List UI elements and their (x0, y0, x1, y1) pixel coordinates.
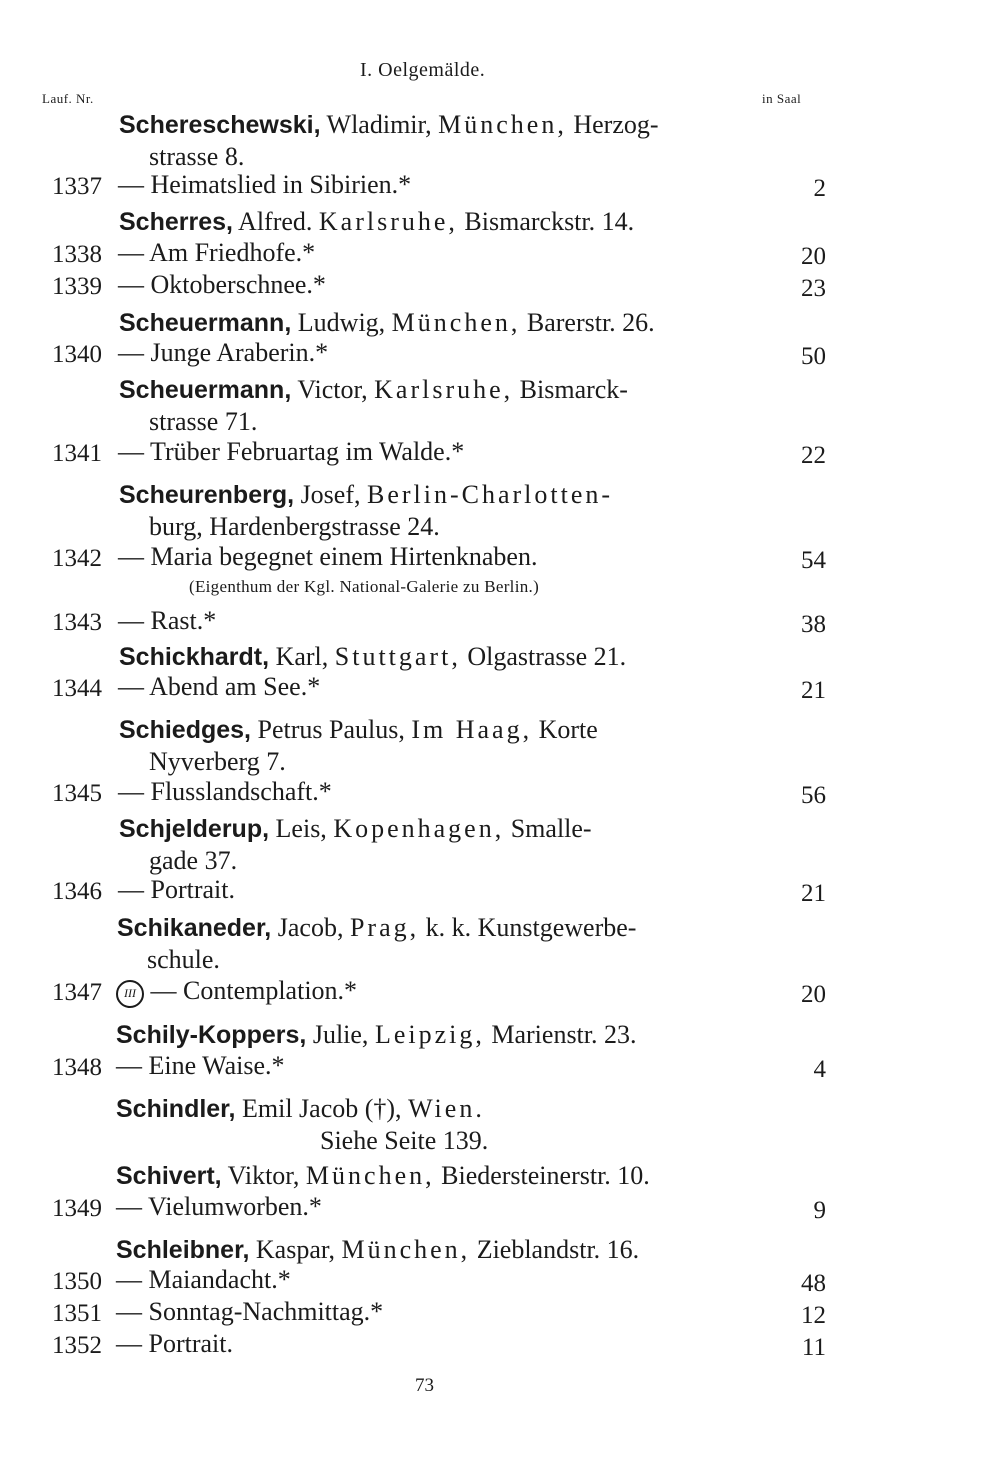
saal-number: 12 (801, 1302, 826, 1329)
artist-city: München, (391, 308, 521, 337)
artist-city: Stuttgart, (334, 642, 461, 671)
section-title: I. Oelgemälde. (360, 59, 486, 81)
artist-address: k. k. Kunstgewerbe- (425, 913, 637, 942)
artist-first-name: Karl, (275, 642, 329, 671)
ditto-dash: — (116, 1192, 142, 1221)
ownership-note: (Eigenthum der Kgl. National-Galerie zu Berlin.) (189, 577, 540, 596)
artist-city: Leipzig, (374, 1020, 485, 1049)
artist-first-name: Alfred. (238, 207, 313, 236)
artist-name: Scherres, (119, 208, 233, 236)
work-line (118, 674, 320, 700)
saal-number: 48 (801, 1270, 826, 1297)
artist-city: Berlin-Charlotten- (367, 480, 614, 509)
work-title: Oktoberschnee.* (150, 270, 326, 299)
artist-city: Im Haag, (411, 715, 533, 744)
work-line (116, 1299, 383, 1325)
artist-address: Barerstr. 26. (526, 308, 655, 337)
lauf-nr: 1343 (52, 609, 102, 636)
lauf-nr: 1342 (52, 545, 102, 572)
artist-first-name: Emil Jacob (†), (241, 1094, 402, 1123)
lauf-nr: 1339 (52, 273, 102, 300)
artist-line (119, 310, 655, 336)
ditto-dash: — (118, 170, 144, 199)
artist-name: Scheuermann, (119, 376, 292, 404)
saal-number: 56 (801, 782, 826, 809)
saal-number: 20 (801, 243, 826, 270)
artist-name: Scheuermann, (119, 309, 292, 337)
ditto-dash: — (118, 238, 144, 267)
artist-line (116, 1237, 639, 1263)
artist-address: Bismarckstr. 14. (464, 207, 635, 236)
artist-address: Herzog- (573, 110, 659, 139)
artist-city: Karlsruhe, (374, 375, 514, 404)
ditto-dash: — (116, 1297, 142, 1326)
work-title: Heimatslied in Sibirien.* (150, 170, 412, 199)
work-line (118, 439, 464, 465)
cross-reference: Siehe Seite 139. (320, 1126, 489, 1155)
artist-name: Schereschewski, (119, 111, 321, 139)
work-title: Trüber Februartag im Walde.* (150, 437, 465, 466)
artist-first-name: Julie, (312, 1020, 369, 1049)
artist-address-continuation: Nyverberg 7. (149, 747, 286, 776)
work-title: Eine Waise.* (148, 1051, 285, 1080)
artist-address: Olgastrasse 21. (467, 642, 627, 671)
lauf-nr: 1348 (52, 1054, 102, 1081)
artist-address: Zieblandstr. 16. (476, 1235, 640, 1264)
artist-first-name: Leis, (275, 814, 327, 843)
lauf-nr: 1347 (52, 979, 102, 1006)
work-title: Am Friedhofe.* (149, 238, 316, 267)
column-header-in-saal: in Saal (762, 91, 802, 106)
ditto-dash: — (150, 976, 177, 1005)
work-line (116, 978, 357, 1008)
artist-name: Schjelderup, (119, 815, 270, 843)
artist-city: Karlsruhe, (318, 207, 458, 236)
work-title: Maria begegnet einem Hirtenknaben. (150, 542, 538, 571)
work-title: Abend am See.* (149, 672, 321, 701)
artist-line (119, 816, 592, 842)
artist-first-name: Jacob, (277, 913, 344, 942)
saal-number: 21 (801, 677, 826, 704)
page-number: 73 (415, 1375, 434, 1396)
artist-line (116, 1022, 637, 1048)
artist-city: München, (341, 1235, 471, 1264)
medal-icon: III (116, 980, 144, 1008)
lauf-nr: 1352 (52, 1332, 102, 1359)
artist-first-name: Josef, (300, 480, 361, 509)
artist-line (116, 1163, 650, 1189)
artist-line (117, 915, 636, 941)
artist-name: Schleibner, (116, 1236, 250, 1264)
work-title: Junge Araberin.* (150, 338, 329, 367)
work-title: Rast.* (150, 606, 217, 635)
artist-address-continuation: strasse 8. (149, 142, 245, 171)
ditto-dash: — (118, 672, 144, 701)
artist-address-continuation: strasse 71. (149, 407, 258, 436)
lauf-nr: 1337 (52, 173, 102, 200)
artist-name: Scheurenberg, (119, 481, 295, 509)
work-title: Portrait. (148, 1329, 233, 1358)
work-title: Portrait. (150, 875, 235, 904)
lauf-nr: 1349 (52, 1195, 102, 1222)
artist-line (119, 482, 613, 508)
ditto-dash: — (116, 1329, 142, 1358)
work-title: Sonntag-Nachmittag.* (148, 1297, 384, 1326)
ditto-dash: — (118, 542, 144, 571)
saal-number: 38 (801, 611, 826, 638)
saal-number: 2 (813, 175, 826, 202)
artist-city: München, (305, 1161, 435, 1190)
work-line (118, 544, 537, 570)
lauf-nr: 1351 (52, 1300, 102, 1327)
lauf-nr: 1350 (52, 1268, 102, 1295)
work-line (118, 172, 411, 198)
saal-number: 9 (813, 1197, 826, 1224)
artist-city: Prag, (349, 913, 420, 942)
lauf-nr: 1346 (52, 878, 102, 905)
artist-name: Schikaneder, (117, 914, 272, 942)
artist-address: Smalle- (510, 814, 592, 843)
lauf-nr: 1341 (52, 440, 102, 467)
work-line (118, 240, 315, 266)
artist-address-continuation: gade 37. (149, 846, 238, 875)
ditto-dash: — (118, 606, 144, 635)
artist-address: Biedersteinerstr. 10. (441, 1161, 650, 1190)
work-title: Flusslandschaft.* (150, 777, 332, 806)
artist-first-name: Wladimir, (326, 110, 432, 139)
saal-number: 54 (801, 547, 826, 574)
ditto-dash: — (118, 777, 144, 806)
artist-city: Wien. (408, 1094, 485, 1123)
work-line (118, 272, 326, 298)
work-line (118, 779, 332, 805)
ditto-dash: — (118, 875, 144, 904)
artist-name: Schiedges, (119, 716, 251, 744)
artist-address: Marienstr. 23. (491, 1020, 637, 1049)
artist-address-continuation: burg, Hardenbergstrasse 24. (149, 512, 440, 541)
saal-number: 11 (801, 1334, 826, 1361)
artist-line (119, 209, 634, 235)
artist-city: München, (438, 110, 567, 139)
artist-line (116, 1096, 485, 1122)
lauf-nr: 1345 (52, 780, 102, 807)
artist-name: Schivert, (116, 1162, 222, 1190)
artist-city: Kopenhagen, (333, 814, 505, 843)
artist-name: Schickhardt, (119, 643, 270, 671)
ditto-dash: — (118, 437, 144, 466)
work-title: Maiandacht.* (148, 1265, 291, 1294)
artist-first-name: Viktor, (227, 1161, 300, 1190)
lauf-nr: 1338 (52, 241, 102, 268)
work-line (116, 1331, 233, 1357)
artist-first-name: Victor, (297, 375, 368, 404)
work-line (116, 1267, 291, 1293)
saal-number: 22 (801, 442, 826, 469)
ditto-dash: — (118, 270, 144, 299)
artist-name: Schindler, (116, 1095, 236, 1123)
ditto-dash: — (116, 1265, 142, 1294)
saal-number: 21 (801, 880, 826, 907)
artist-first-name: Ludwig, (297, 308, 386, 337)
artist-line (119, 644, 626, 670)
work-line (118, 877, 235, 903)
artist-line (119, 377, 628, 403)
saal-number: 23 (801, 275, 826, 302)
work-line (118, 608, 216, 634)
artist-address-continuation: schule. (147, 945, 220, 974)
work-title: Vielumworben.* (148, 1192, 322, 1221)
artist-line (119, 112, 659, 138)
artist-first-name: Petrus Paulus, (257, 715, 405, 744)
saal-number: 20 (801, 981, 826, 1008)
ditto-dash: — (118, 338, 144, 367)
work-line (116, 1194, 322, 1220)
artist-name: Schily-Koppers, (116, 1021, 307, 1049)
saal-number: 50 (801, 343, 826, 370)
work-line (116, 1053, 285, 1079)
artist-address: Bismarck- (519, 375, 628, 404)
lauf-nr: 1340 (52, 341, 102, 368)
lauf-nr: 1344 (52, 675, 102, 702)
ditto-dash: — (116, 1051, 142, 1080)
artist-line (119, 717, 598, 743)
work-title: Contemplation.* (183, 976, 358, 1005)
artist-first-name: Kaspar, (255, 1235, 335, 1264)
artist-address: Korte (538, 715, 598, 744)
work-line (118, 340, 328, 366)
saal-number: 4 (813, 1056, 826, 1083)
column-header-lauf-nr: Lauf. Nr. (42, 91, 94, 106)
